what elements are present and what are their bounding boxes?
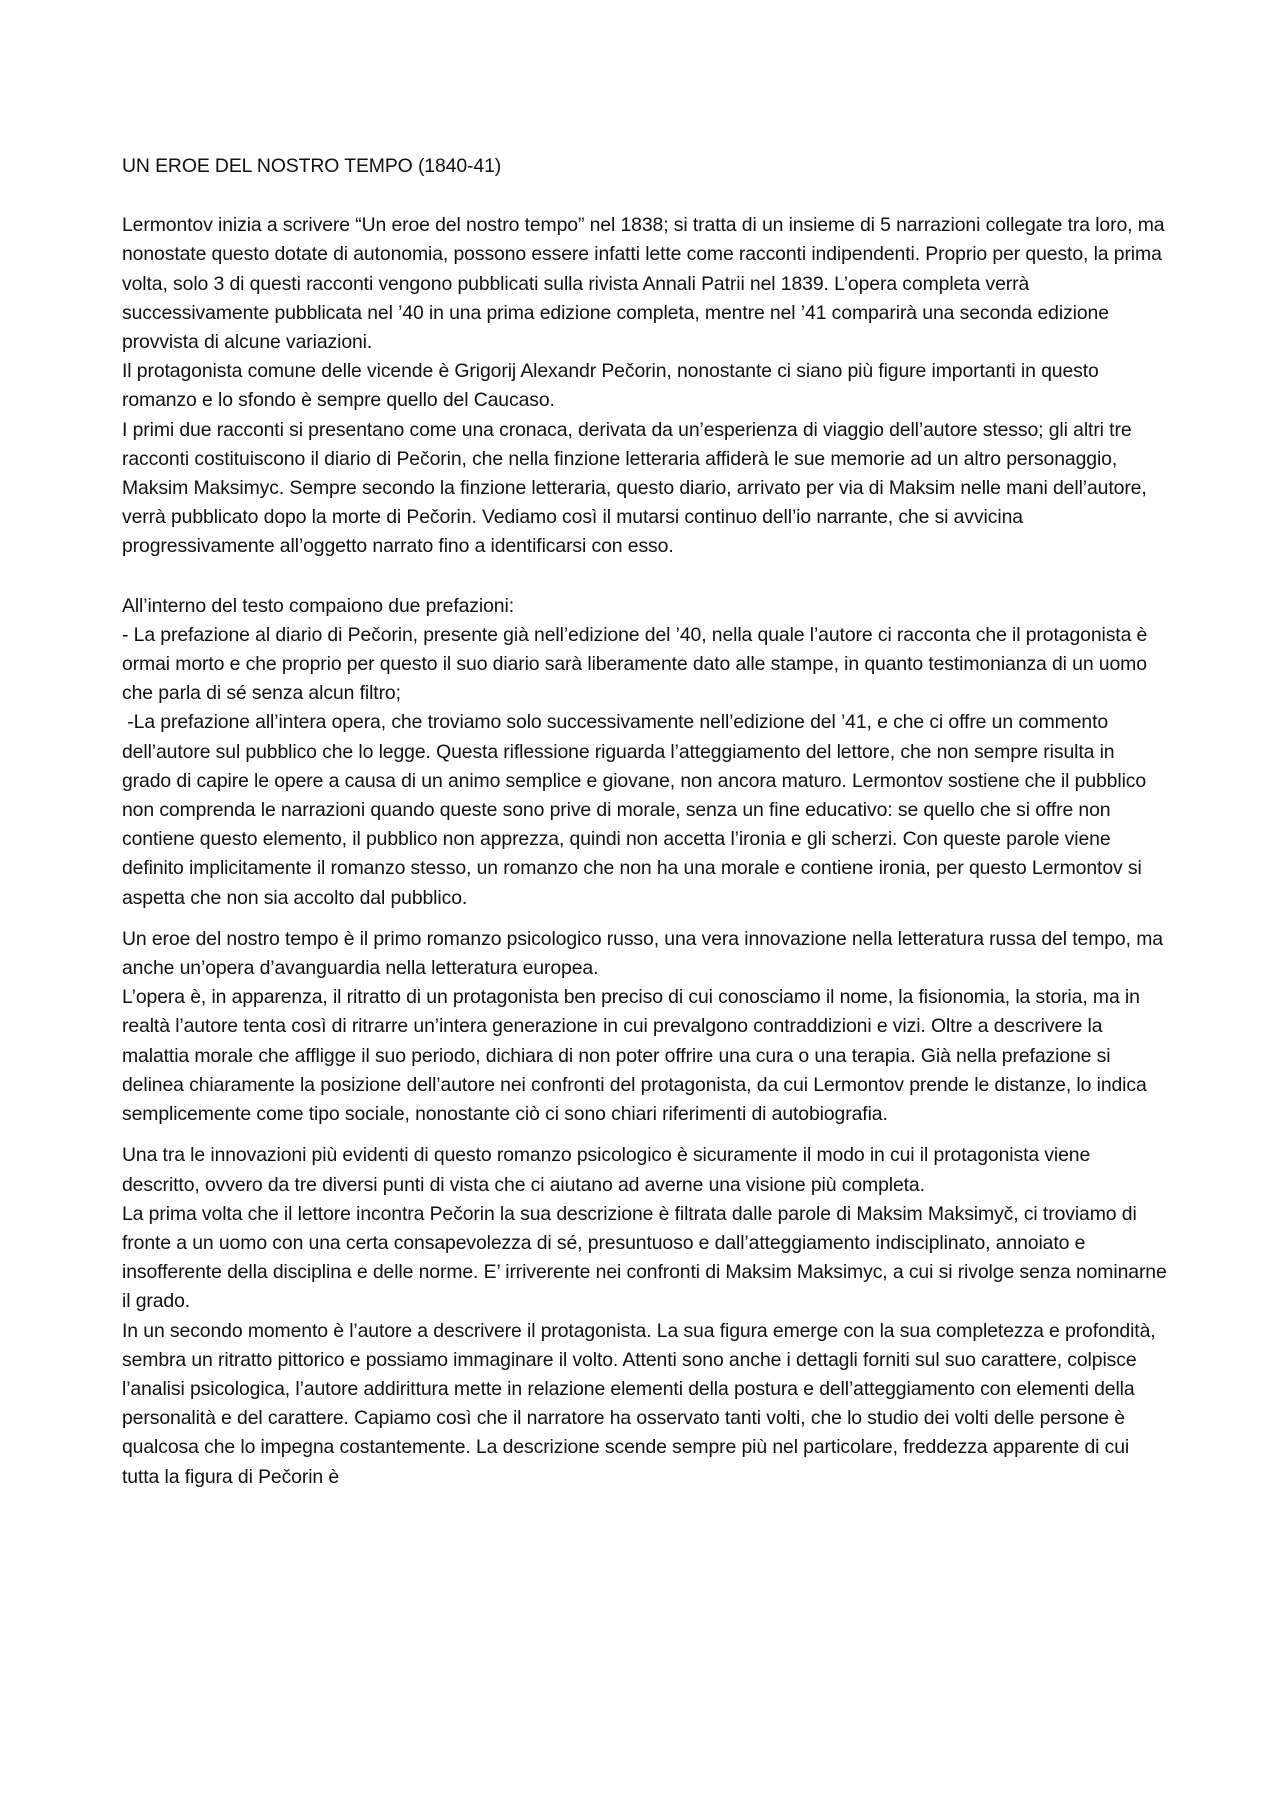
section-prefaces [122,592,1167,913]
paragraph: I primi due racconti si presentano come una cronaca, derivata da un’esperienza di viaggio dell’autore stesso; gli altri tre racconti costituiscono il diario di Pečorin, che nella finzione letteraria affiderà le sue memorie ad un altro personaggio, Maksim Maksimyc. Sempre secondo la finzione letteraria, questo diario, arrivato per via di Maksim nelle mani dell’autore, verrà pubblicato dopo la morte di Pečorin. Vediamo così il mutarsi continuo dell’io narrante, che si avvicina progressivamente all’oggetto narrato fino a identificarsi con esso. [122,418,1147,558]
paragraph: Una tra le innovazioni più evidenti di questo romanzo psicologico è sicuramente il modo in cui il protagonista viene descritto, ovvero da tre diversi punti di vista che ci aiutano ad averne una visione più completa. [122,1144,1091,1196]
section-innovations [122,1141,1167,1491]
document-title: UN EROE DEL NOSTRO TEMPO (1840-41) [122,155,502,177]
section-intro [122,211,1167,561]
paragraph: Un eroe del nostro tempo è il primo romanzo psicologico russo, una vera innovazione nella letteratura russa del tempo, ma anche un’opera d’avanguardia nella letteratura europea. [122,927,1163,980]
paragraph: La prima volta che il lettore incontra Pečorin la sua descrizione è filtrata dalle parole di Maksim Maksimyč, ci troviamo di fronte a un uomo con una certa consapevolezza di sé, presuntuoso e dall’atteggiamento indisciplinato, annoiato e insofferente della disciplina e delle norme. E’ irriverente nei confronti di Maksim Maksimyc, a cui si rivolge senza nominarne il grado. [122,1202,1167,1313]
paragraph: L’opera è, in apparenza, il ritratto di un protagonista ben preciso di cui conosciamo il nome, la fisionomia, la storia, ma in realtà l’autore tenta così di ritrarre un’intera generazione in cui prevalgono contraddizioni e vizi. Oltre a descrivere la malattia morale che affligge il suo periodo, dichiara di non poter offrire una cura o una terapia. Già nella prefazione si delinea chiaramente la posizione dell’autore nei confronti del protagonista, da cui Lermontov prende le distanze, lo indica semplicemente come tipo sociale, nonostante ciò ci sono chiari riferimenti di autobiografia. [122,986,1147,1126]
paragraph: All’interno del testo compaiono due prefazioni: [122,594,514,617]
paragraph: In un secondo momento è l’autore a descrivere il protagonista. La sua figura emerge con la sua completezza e profondità, sembra un ritratto pittorico e possiamo immaginare il volto. Attenti sono anche i dettagli forniti sul suo carattere, colpisce l’analisi psicologica, l’autore addirittura mette in relazione elementi della postura e dell’atteggiamento con elementi della personalità e del carattere. Capiamo così che il narratore ha osservato tanti volti, che lo studio dei volti delle persone è qualcosa che lo impegna costantemente. La descrizione scende sempre più nel particolare, freddezza apparente di cui tutta la figura di Pečorin è [122,1319,1156,1488]
list-item: -La prefazione all’intera opera, che troviamo solo successivamente nell’edizione del ’41, e che ci offre un commento dell’autore sul pubblico che lo legge. Questa riflessione riguarda l’atteggiamento del lettore, che non sempre risulta in grado di capire le opere a causa di un animo semplice e giovane, non ancora maturo. Lermontov sostiene che il pubblico non comprenda le narrazioni quando queste sono prive di morale, senza un fine educativo: se quello che si offre non contiene questo elemento, il pubblico non apprezza, quindi non accetta l’ironia e gli scherzi. Con queste parole viene definito implicitamente il romanzo stesso, un romanzo che non ha una morale e contiene ironia, per questo Lermontov si aspetta che non sia accolto dal pubblico. [122,711,1152,909]
section-psychological-novel [122,925,1167,1129]
list-item: - La prefazione al diario di Pečorin, presente già nell’edizione del ’40, nella quale l’autore ci racconta che il protagonista è ormai morto e che proprio per questo il suo diario sarà liberamente dato alle stampe, in quanto testimonianza di un uomo che parla di sé senza alcun filtro; [122,623,1148,705]
document-body [122,152,1167,1492]
paragraph: Lermontov inizia a scrivere “Un eroe del nostro tempo” nel 1838; si tratta di un insieme di 5 narrazioni collegate tra loro, ma nonostate questo dotate di autonomia, possono essere infatti lette come racconti indipendenti. Proprio per questo, la prima volta, solo 3 di questi racconti vengono pubblicati sulla rivista Annali Patrii nel 1839. L’opera completa verrà successivamente pubblicata nel ’40 in una prima edizione completa, mentre nel ’41 comparirà una seconda edizione provvista di alcune variazioni. [122,214,1165,354]
paragraph: Il protagonista comune delle vicende è Grigorij Alexandr Pečorin, nonostante ci siano più figure importanti in questo romanzo e lo sfondo è sempre quello del Caucaso. [122,360,1099,412]
